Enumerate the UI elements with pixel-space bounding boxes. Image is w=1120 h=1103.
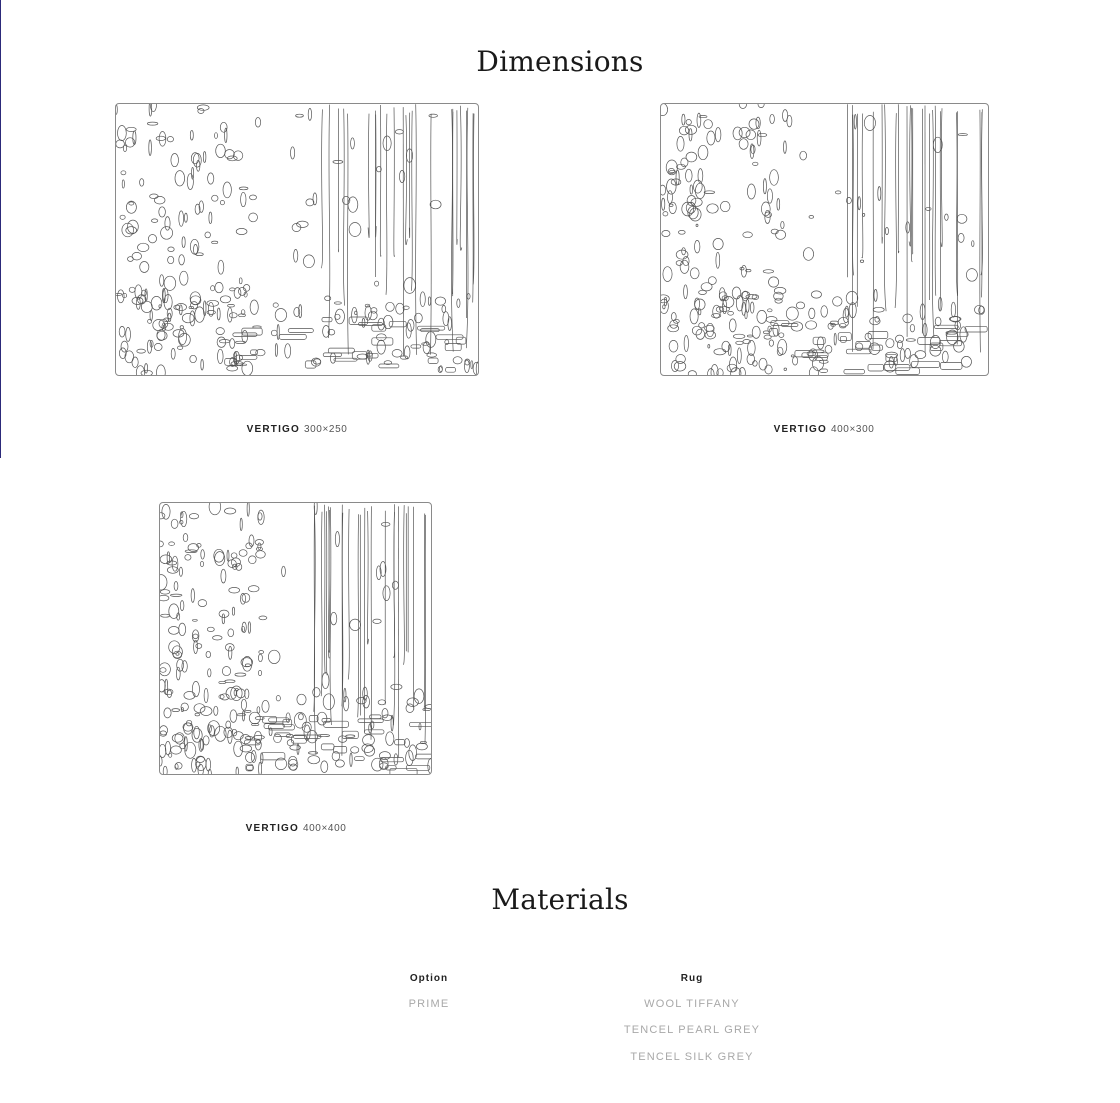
rug-image-400x300[interactable] bbox=[660, 103, 989, 376]
rug-size: 400×300 bbox=[830, 424, 875, 435]
rug-pattern-icon bbox=[661, 104, 988, 375]
rug-name: VERTIGO bbox=[773, 424, 827, 435]
rug-image-400x400[interactable] bbox=[159, 502, 432, 775]
rug-image-300x250[interactable] bbox=[115, 103, 479, 376]
dimensions-heading: Dimensions bbox=[476, 45, 644, 78]
rug-column-header: Rug bbox=[680, 973, 704, 984]
rug-pattern-icon bbox=[160, 503, 431, 774]
materials-heading: Materials bbox=[491, 883, 629, 916]
rug-item-tencel-silk-grey[interactable]: TENCEL SILK GREY bbox=[630, 1051, 754, 1063]
option-item-prime[interactable]: PRIME bbox=[408, 998, 450, 1010]
rug-size: 300×250 bbox=[303, 424, 348, 435]
rug-item-tencel-pearl-grey[interactable]: TENCEL PEARL GREY bbox=[623, 1024, 761, 1036]
dimension-caption bbox=[97, 423, 497, 437]
rug-name: VERTIGO bbox=[246, 424, 300, 435]
rug-size: 400×400 bbox=[302, 823, 347, 834]
rug-pattern-icon bbox=[116, 104, 478, 375]
dimension-caption bbox=[624, 423, 1024, 437]
rug-item-wool-tiffany[interactable]: WOOL TIFFANY bbox=[644, 998, 740, 1010]
option-column-header: Option bbox=[409, 973, 449, 984]
rug-name: VERTIGO bbox=[245, 823, 299, 834]
dimension-caption bbox=[96, 822, 496, 836]
